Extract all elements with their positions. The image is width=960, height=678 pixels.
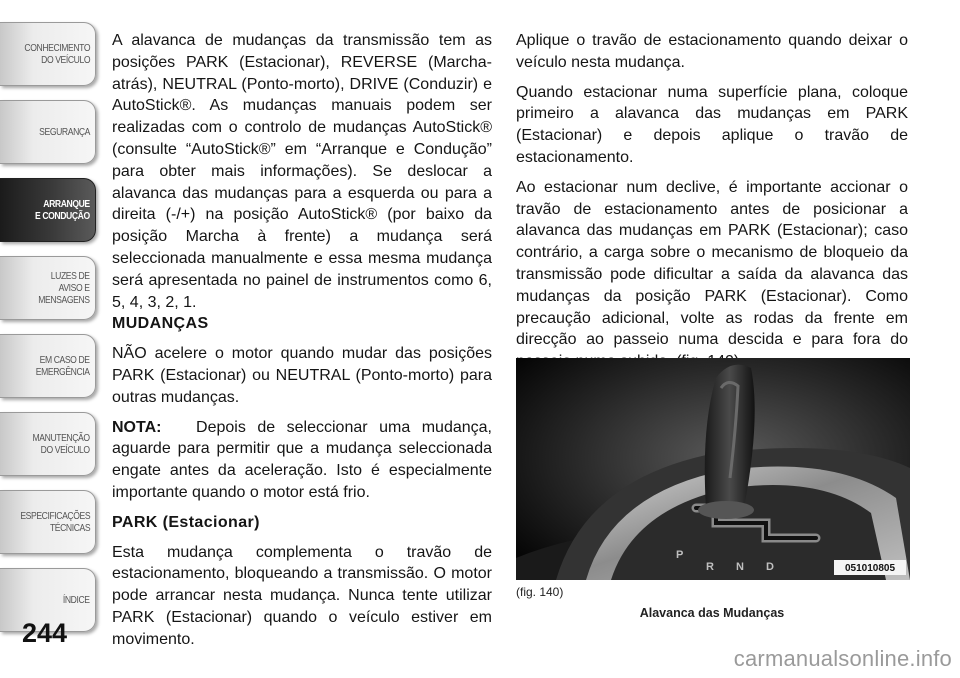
gate-letter-d: D: [766, 561, 774, 573]
gate-letter-p: P: [676, 549, 684, 561]
gear-shift-photo: [516, 358, 910, 580]
heading-park: PARK (Estacionar): [112, 513, 260, 531]
right-paragraph-1: Aplique o travão de estacionamento quando deixar o veículo nesta mudança.: [516, 32, 908, 71]
figure-label: (fig. 140): [516, 585, 564, 599]
page-number: 244: [22, 618, 68, 648]
right-paragraph-2: Quando estacionar numa superfície plana, coloque primeiro a alavanca das mudanças em PARK (Estacionar) e depois aplique o travão de estacionamento.: [516, 83, 908, 166]
left-text-column: [112, 30, 492, 651]
figure-caption: Alavanca das Mudanças: [639, 606, 785, 620]
tab-emergencia[interactable]: [0, 334, 96, 398]
note-label: NOTA:: [112, 418, 162, 436]
right-paragraph-3: Ao estacionar num declive, é importante accionar o travão de estacionamento antes de posicionar a alavanca das mudanças em PARK (Estacionar); caso contrário, a carga sobre o mecanismo de bloqueio da transmissão pode dificultar a saída da alavanca das mudanças da posição PARK (Estacionar). Como precaução adicional, volte as rodas da frente em direcção ao passeio numa descida e para fora do: [516, 178, 908, 349]
mudancas-paragraph: NÃO acelere o motor quando mudar das posições PARK (Estacionar) ou NEUTRAL (Ponto-morto) para outras mudanças.: [112, 345, 492, 406]
tab-label: MANUTENÇÃO DO VEÍCULO: [32, 432, 90, 456]
tab-label: ESPECIFICAÇÕES TÉCNICAS: [20, 510, 90, 534]
figure-code: 051010805: [844, 563, 896, 574]
tab-label: LUZES DE AVISO E MENSAGENS: [38, 270, 90, 306]
intro-paragraph: A alavanca de mudanças da transmissão tem as posições PARK (Estacionar), REVERSE (Marcha-atrás), NEUTRAL (Ponto-morto), DRIVE (Conduzir) e AutoStick®. As mudanças manuais podem ser realizadas com o controlo de mudanças AutoStick® (consulte “AutoStick®” em “Arranque e Condução” para obter mais informações). Se deslocar a alavanca das mudanças para a esquerda ou para a direita (-/+) na posição AutoStick® (por baixo da posição Marcha à frente) a mudança será seleccionada manualmente e essa mesma mudança será apresentada no painel de instrumentos como 6, 5, 4, 3, 2, 1.: [112, 32, 492, 311]
tab-label: ÍNDICE: [63, 594, 90, 606]
gate-letter-n: N: [736, 561, 744, 573]
watermark: carmanualsonline.info: [733, 646, 952, 671]
tab-luzes-aviso[interactable]: [0, 256, 96, 320]
tab-seguranca[interactable]: [0, 100, 96, 164]
tab-manutencao[interactable]: [0, 412, 96, 476]
tab-label: SEGURANÇA: [39, 126, 90, 138]
tab-arranque-conducao[interactable]: [0, 178, 96, 242]
park-paragraph: Esta mudança complementa o travão de estacionamento, bloqueando a transmissão. O motor pode arrancar nesta mudança. Nunca tente utilizar PARK (Estacionar) quando o veículo estiver em movimento.: [112, 543, 492, 648]
tab-especificacoes[interactable]: [0, 490, 96, 554]
tab-conhecimento[interactable]: [0, 22, 96, 86]
gear-lever-illustration: [516, 358, 910, 580]
tab-label: CONHECIMENTO DO VEÍCULO: [24, 42, 90, 66]
tab-label: ARRANQUE E CONDUÇÃO: [35, 198, 90, 222]
gate-letter-r: R: [706, 561, 714, 573]
heading-mudancas: MUDANÇAS: [112, 315, 209, 333]
note-paragraph: [112, 417, 492, 504]
note-text: Depois de seleccionar uma mudança, aguarde para permitir que a mudança seleccionada engate antes da aceleração. Isto é especialmente importante quando o motor está frio.: [112, 418, 492, 501]
tab-label: EM CASO DE EMERGÊNCIA: [36, 354, 90, 378]
right-text-column: [516, 30, 908, 381]
